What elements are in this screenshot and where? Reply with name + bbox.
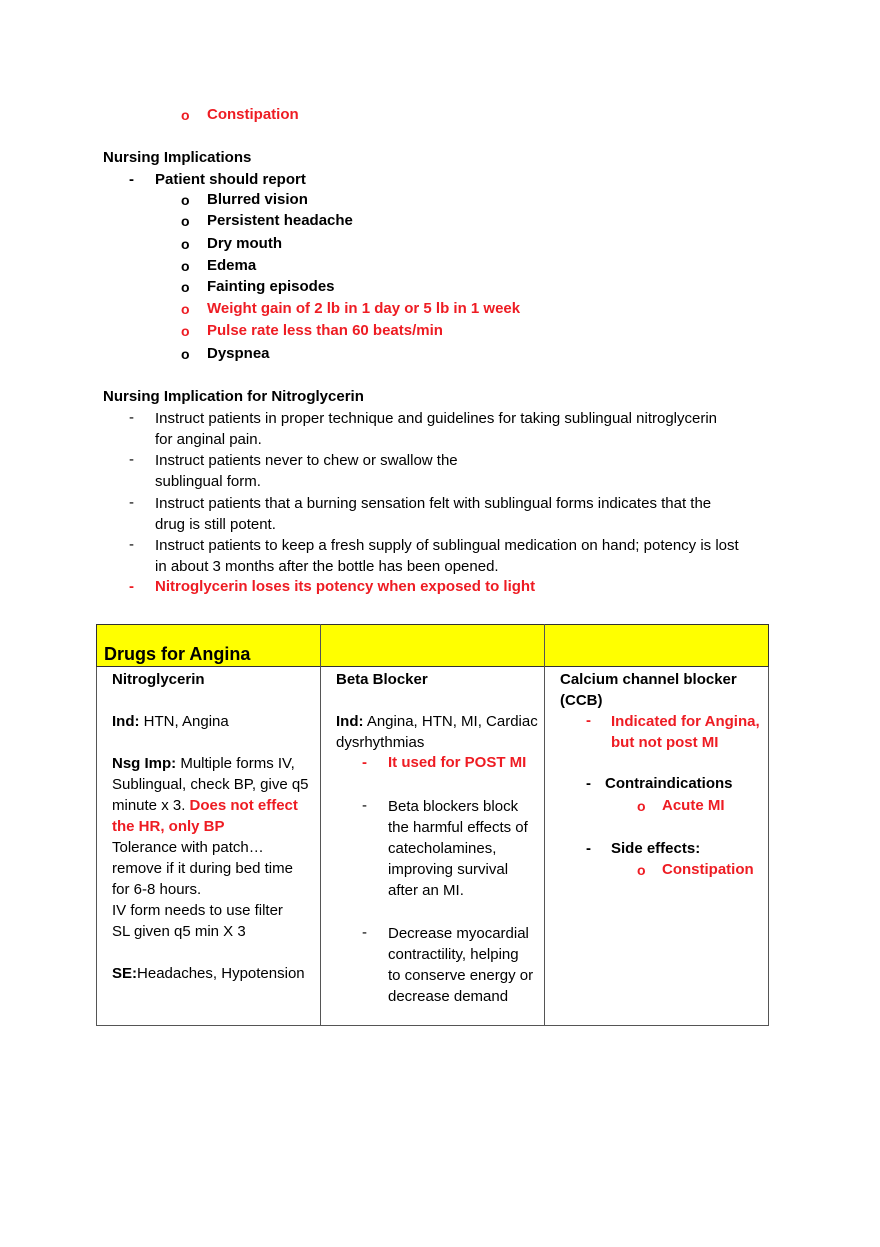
col2-post-mi: It used for POST MI: [388, 754, 527, 771]
col3-indicated: Indicated for Angina, but not post MI: [611, 713, 760, 751]
text-line: contractility, helping: [388, 946, 519, 963]
col1-ind: Ind: HTN, Angina: [112, 713, 229, 730]
dash-bullet-icon: -: [129, 451, 134, 468]
col1-line: SL given q5 min X 3: [112, 923, 246, 940]
col1-line: the HR, only BP: [112, 818, 225, 835]
col1-header: Nitroglycerin: [112, 671, 205, 688]
nitro-instruction: Instruct patients that a burning sensation felt with sublingual forms indicates that the drug is still potent.: [155, 495, 712, 533]
dash-bullet-icon: -: [129, 171, 134, 188]
column-divider: [544, 624, 545, 1026]
table-title: Drugs for Angina: [104, 644, 251, 664]
report-item: Persistent headache: [207, 212, 353, 229]
circle-bullet-icon: o: [637, 798, 646, 814]
col3-acute-mi: Acute MI: [662, 797, 725, 814]
text-line: after an MI.: [388, 882, 464, 899]
col3-contraindications: Contraindications: [605, 775, 733, 792]
circle-bullet-icon: o: [181, 301, 190, 317]
circle-bullet-icon: o: [181, 213, 190, 229]
col-beta-blocker: [336, 669, 543, 753]
dash-bullet-icon: -: [362, 797, 367, 814]
text-line: improving survival: [388, 861, 509, 878]
nitro-instruction: Instruct patients never to chew or swallow the sublingual form.: [155, 452, 458, 490]
col-nitroglycerin: [112, 669, 317, 984]
col1-line: minute x 3. Does not effect: [112, 797, 298, 814]
text-line: catecholamines,: [388, 840, 497, 857]
circle-bullet-icon: o: [181, 323, 190, 339]
report-item: Dyspnea: [207, 345, 270, 362]
dash-bullet-icon: -: [129, 409, 134, 426]
nitro-instruction: Instruct patients to keep a fresh supply of sublingual medication on hand; potency is lost in about 3 months after the bottle has been opened.: [155, 537, 739, 575]
header-cell-2: [320, 624, 545, 667]
patient-report-label: Patient should report: [155, 171, 306, 188]
nursing-implications-heading: Nursing Implications: [103, 149, 252, 166]
col2-decrease-text: [388, 923, 533, 1007]
top-constipation: Constipation: [207, 106, 299, 123]
text-line: Beta blockers block: [388, 798, 519, 815]
col1-line: remove if it during bed time: [112, 860, 293, 877]
circle-bullet-icon: o: [181, 346, 190, 362]
dash-bullet-icon: -: [129, 578, 134, 595]
dash-bullet-icon: -: [362, 754, 367, 771]
circle-bullet-icon: o: [181, 236, 190, 252]
col-ccb-header: [560, 669, 737, 711]
circle-bullet-icon: o: [181, 107, 190, 123]
column-divider: [320, 624, 321, 1026]
col1-line: for 6-8 hours.: [112, 881, 202, 898]
col1-se: SE:Headaches, Hypotension: [112, 965, 305, 982]
dash-bullet-icon: -: [586, 775, 591, 792]
dash-bullet-icon: -: [362, 924, 367, 941]
circle-bullet-icon: o: [181, 192, 190, 208]
col3-side-effects: Side effects:: [611, 840, 701, 857]
report-item: Dry mouth: [207, 235, 282, 252]
text-line: Decrease myocardial: [388, 925, 529, 942]
col3-constipation: Constipation: [662, 861, 754, 878]
report-item: Weight gain of 2 lb in 1 day or 5 lb in 1 week: [207, 300, 521, 317]
nitro-instruction: Instruct patients in proper technique and guidelines for taking sublingual nitroglycerin for anginal pain.: [155, 410, 718, 448]
nitro-warning: Nitroglycerin loses its potency when exposed to light: [155, 578, 536, 595]
circle-bullet-icon: o: [181, 279, 190, 295]
report-item: Fainting episodes: [207, 278, 335, 295]
text-line: decrease demand: [388, 988, 509, 1005]
col1-line: Tolerance with patch…: [112, 839, 264, 856]
text-line: to conserve energy or: [388, 967, 534, 984]
col2-header: Beta Blocker: [336, 671, 428, 688]
dash-bullet-icon: -: [586, 712, 591, 729]
col1-line: IV form needs to use filter: [112, 902, 283, 919]
text-line: the harmful effects of: [388, 819, 528, 836]
col2-beta-blockers-text: [388, 796, 528, 901]
report-item: Pulse rate less than 60 beats/min: [207, 322, 443, 339]
col2-ind: Ind: Angina, HTN, MI, Cardiac: [336, 713, 538, 730]
col1-line: Sublingual, check BP, give q5: [112, 776, 309, 793]
col1-nsg: Nsg Imp: Multiple forms IV,: [112, 755, 295, 772]
report-item: Edema: [207, 257, 257, 274]
circle-bullet-icon: o: [181, 258, 190, 274]
dash-bullet-icon: -: [586, 840, 591, 857]
report-item: Blurred vision: [207, 191, 308, 208]
circle-bullet-icon: o: [637, 862, 646, 878]
col3-header-line: Calcium channel blocker: [560, 671, 737, 688]
nitro-heading: Nursing Implication for Nitroglycerin: [103, 388, 364, 405]
dash-bullet-icon: -: [129, 494, 134, 511]
col2-line: dysrhythmias: [336, 734, 425, 751]
header-cell-3: [544, 624, 769, 667]
col3-header-line: (CCB): [560, 692, 603, 709]
dash-bullet-icon: -: [129, 536, 134, 553]
